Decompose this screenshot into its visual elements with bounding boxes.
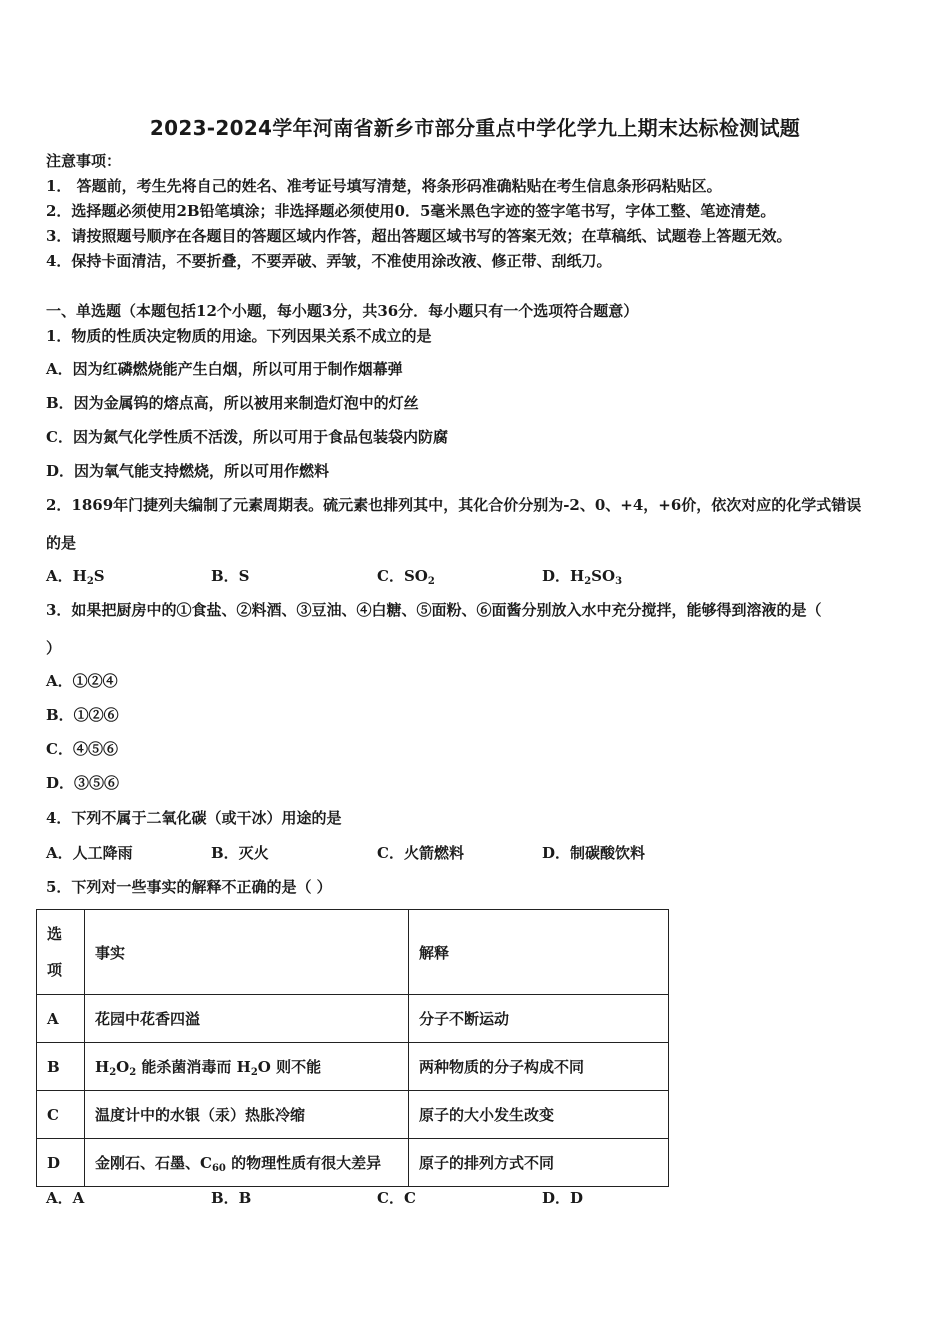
- question-2-option-b: B．S: [211, 567, 250, 585]
- table-row: [37, 1139, 669, 1187]
- header-option-char-1: 选: [47, 925, 63, 943]
- question-3-stem-line-1: 3．如果把厨房中的①食盐、②料酒、③豆油、④白糖、⑤面粉、⑥面酱分别放入水中充分搅拌，能够得到溶液的是（: [46, 601, 822, 619]
- row-key: A: [37, 995, 85, 1043]
- question-2-stem-line-1: 2．1869年门捷列夫编制了元素周期表。硫元素也排列其中，其化合价分别为-2、0、+4，+6价，依次对应的化学式错误: [46, 496, 862, 514]
- table-header-row: [37, 910, 669, 995]
- question-5-option-b: B．B: [211, 1189, 252, 1207]
- page-title: 2023-2024学年河南省新乡市部分重点中学化学九上期末达标检测试题: [149, 116, 801, 140]
- row-reason: 两种物质的分子构成不同: [409, 1043, 669, 1091]
- header-option-cell: [37, 910, 85, 995]
- question-1-option-c: C．因为氮气化学性质不活泼，所以可用于食品包装袋内防腐: [46, 428, 448, 446]
- notice-item-3: 3．请按照题号顺序在各题目的答题区域内作答，超出答题区域书写的答案无效；在草稿纸、试题卷上答题无效。: [46, 227, 792, 245]
- question-4-option-a: A．人工降雨: [46, 844, 133, 862]
- question-5-table: [36, 909, 669, 1187]
- question-5-option-d: D．D: [542, 1189, 584, 1207]
- question-1-option-d: D．因为氧气能支持燃烧，所以可用作燃料: [46, 462, 330, 480]
- question-5-stem: 5．下列对一些事实的解释不正确的是（ ）: [46, 878, 332, 896]
- question-3-stem-line-2: ）: [46, 639, 62, 657]
- row-key: B: [37, 1043, 85, 1091]
- notice-item-4: 4．保持卡面清洁，不要折叠，不要弄破、弄皱，不准使用涂改液、修正带、刮纸刀。: [46, 252, 612, 270]
- row-key: C: [37, 1091, 85, 1139]
- row-reason: 原子的排列方式不同: [409, 1139, 669, 1187]
- table-row: [37, 1043, 669, 1091]
- question-3-option-c: C．④⑤⑥: [46, 740, 118, 758]
- header-fact-cell: 事实: [85, 910, 409, 995]
- row-key: D: [37, 1139, 85, 1187]
- row-fact: 温度计中的水银（汞）热胀冷缩: [85, 1091, 409, 1139]
- table-row: [37, 1091, 669, 1139]
- question-4-option-d: D．制碳酸饮料: [542, 844, 646, 862]
- header-option-char-2: 项: [47, 961, 63, 979]
- question-3-option-d: D．③⑤⑥: [46, 774, 120, 792]
- question-3-option-b: B．①②⑥: [46, 706, 119, 724]
- section-heading: 一、单选题（本题包括12个小题，每小题3分，共36分．每小题只有一个选项符合题意）: [46, 302, 639, 320]
- row-fact: 花园中花香四溢: [85, 995, 409, 1043]
- question-4-option-c: C．火箭燃料: [377, 844, 464, 862]
- row-reason: 原子的大小发生改变: [409, 1091, 669, 1139]
- question-4-option-b: B．灭火: [211, 844, 269, 862]
- question-2-option-a: A．$H_2S$: [46, 567, 105, 587]
- row-fact: 金刚石、石墨、$C_{60}$ 的物理性质有很大差异: [85, 1139, 409, 1187]
- question-2-option-c: C．$SO_2$: [377, 567, 435, 587]
- question-5-option-a: A．A: [46, 1189, 85, 1207]
- notice-heading: 注意事项：: [46, 152, 122, 170]
- question-2-stem-line-2: 的是: [46, 534, 77, 552]
- table-row: [37, 995, 669, 1043]
- question-1-option-b: B．因为金属钨的熔点高，所以被用来制造灯泡中的灯丝: [46, 394, 419, 412]
- notice-item-1: 1． 答题前，考生先将自己的姓名、准考证号填写清楚，将条形码准确粘贴在考生信息条形码粘贴区。: [46, 177, 722, 195]
- question-1-stem: 1．物质的性质决定物质的用途。下列因果关系不成立的是: [46, 327, 432, 345]
- question-1-option-a: A．因为红磷燃烧能产生白烟，所以可用于制作烟幕弹: [46, 360, 403, 378]
- question-5-option-c: C．C: [377, 1189, 416, 1207]
- row-reason: 分子不断运动: [409, 995, 669, 1043]
- notice-item-2: 2．选择题必须使用2B铅笔填涂；非选择题必须使用0．5毫米黑色字迹的签字笔书写，字体工整、笔迹清楚。: [46, 202, 776, 220]
- question-3-option-a: A．①②④: [46, 672, 118, 690]
- header-reason-cell: 解释: [409, 910, 669, 995]
- question-4-stem: 4．下列不属于二氧化碳（或干冰）用途的是: [46, 809, 342, 827]
- row-fact: $H_2O_2$ 能杀菌消毒而 $H_2O$ 则不能: [85, 1043, 409, 1091]
- question-2-option-d: D．$H_2SO_3$: [542, 567, 623, 587]
